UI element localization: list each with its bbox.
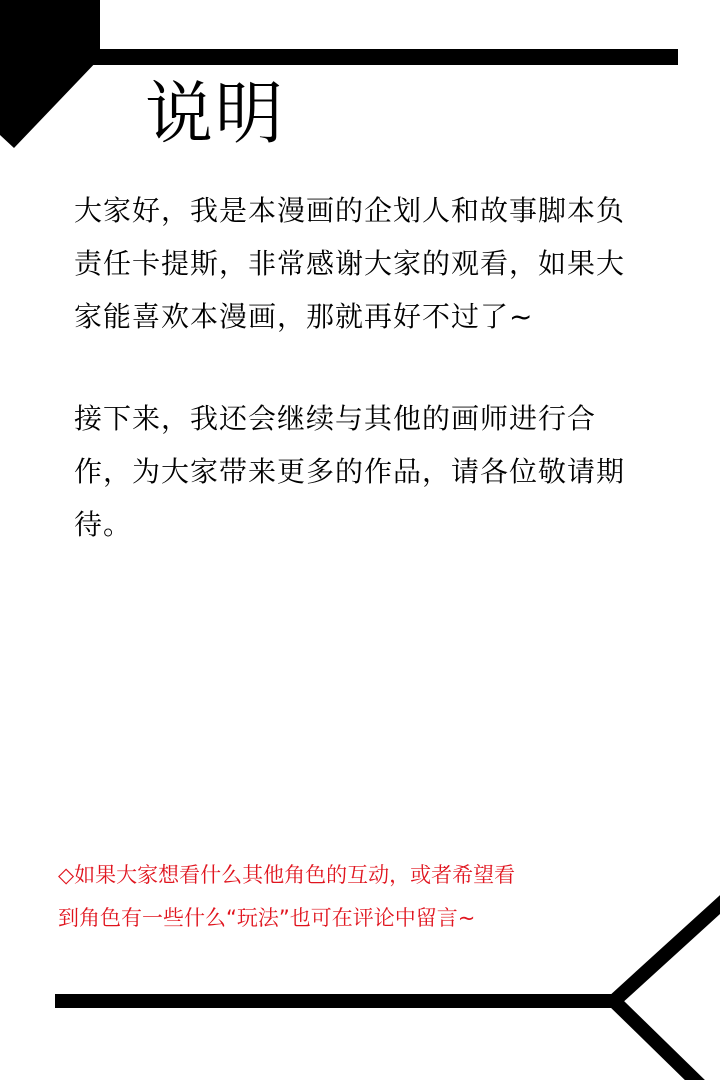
top-rule	[90, 49, 678, 65]
page-title: 说明	[145, 75, 286, 154]
bottom-right-chevron	[614, 900, 720, 1080]
bottom-rule	[55, 994, 615, 1008]
plans-paragraph: 接下来，我还会继续与其他的画师进行合作，为大家带来更多的作品，请各位敬请期待。	[74, 402, 626, 541]
top-left-triangle	[0, 0, 100, 148]
comment-note: ◇如果大家想看什么其他角色的互动，或者希望看到角色有一些什么“玩法”也可在评论中留言~	[58, 863, 516, 930]
intro-paragraph: 大家好，我是本漫画的企划人和故事脚本负责任卡提斯，非常感谢大家的观看，如果大家能喜欢本漫画，那就再好不过了~	[74, 194, 626, 333]
